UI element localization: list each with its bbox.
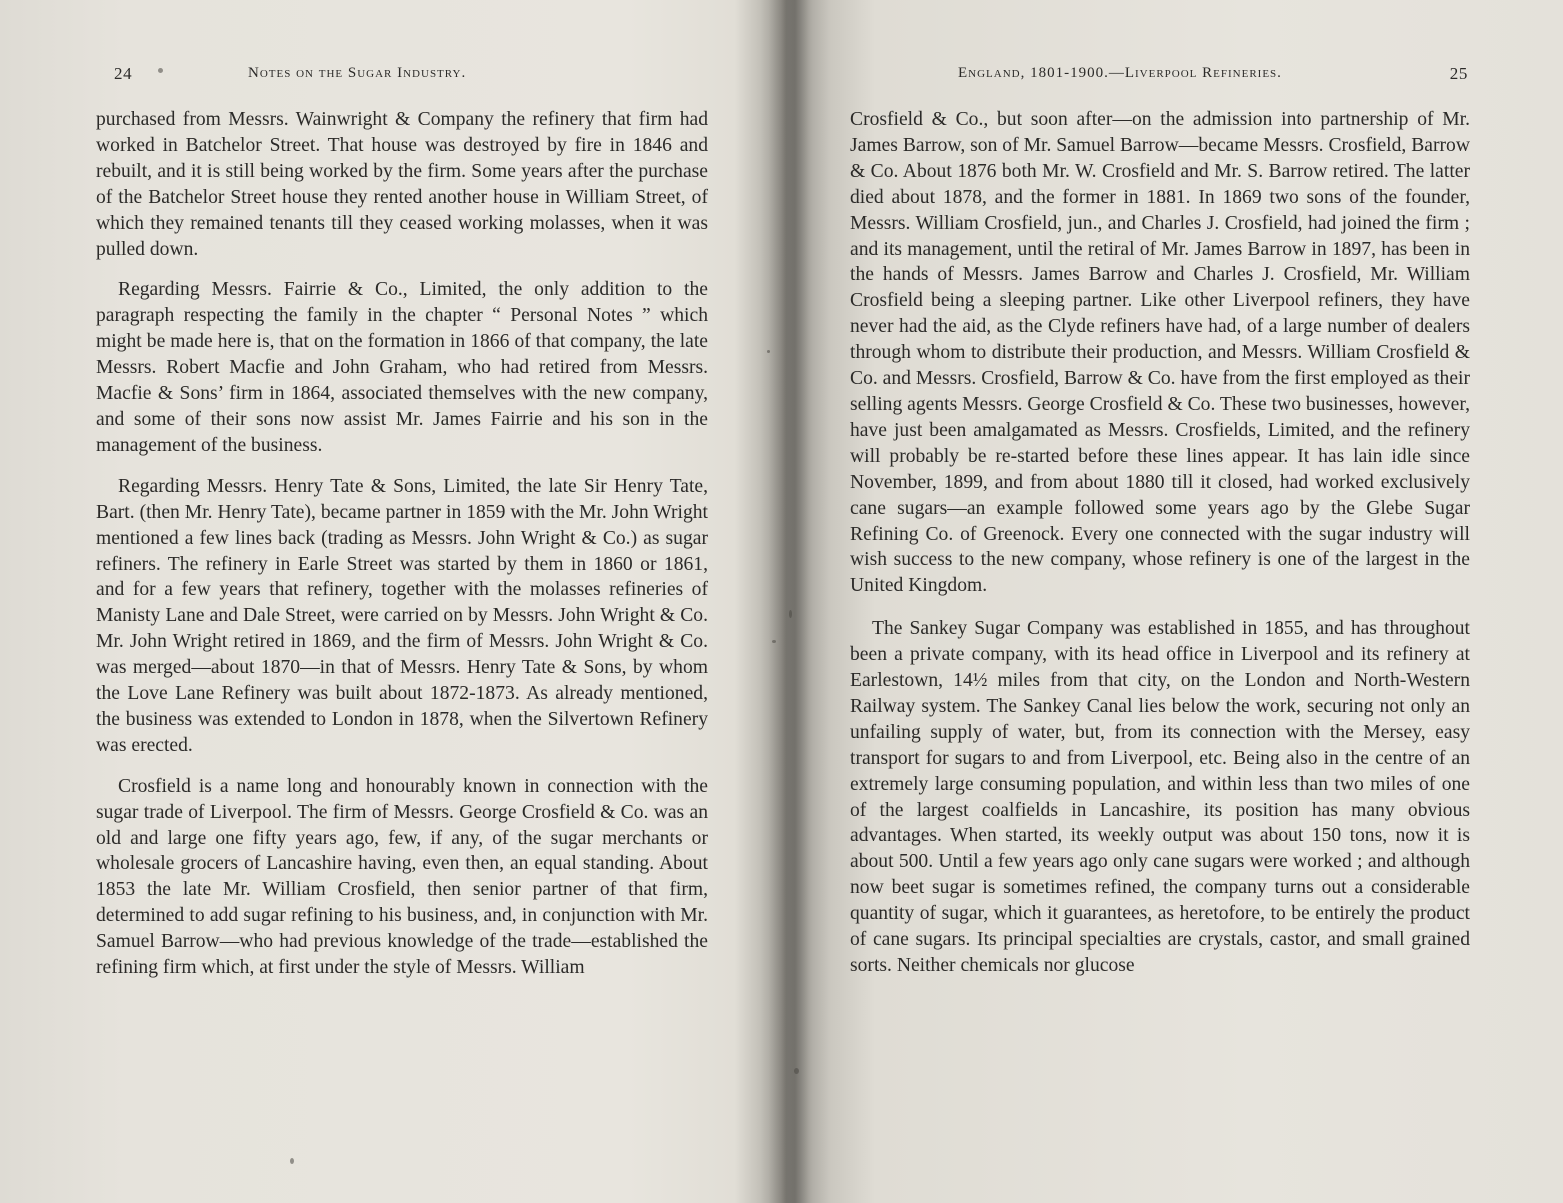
ink-speck (772, 640, 776, 643)
left-page (96, 0, 708, 1203)
ink-speck (290, 1158, 294, 1164)
left-page-number: 24 (114, 64, 133, 83)
right-page (850, 0, 1470, 1203)
right-paragraph-2: The Sankey Sugar Company was established in 1855, and has throughout been a private company, with its head office in Liverpool and its refinery at Earlestown, 14½ miles from that city, on the London and North-Western Railway system. The Sankey Canal lies below the work, securing not only an unfailing supply of water, but, from its connection with the Mersey, easy transport for sugars to and from Liverpool, etc. Being also in the centre of an extremely large consuming population, and within less than two miles of one of the largest coalfields in Lancashire, its position has many obvious advantages. When started, its weekly output was about 150 tons, now it is about 500. Until a few years ago only cane sugars were worked ; and although now beet sugar is sometimes refined, the company turns out a considerable quantity of sugar, which it guarantees, as heretofore, to be entirely the product of cane sugars. Its principal specialties are crystals, castor, and small grained sorts. Neither chemicals nor glucose (850, 618, 1470, 976)
right-running-title: England, 1801-1900.—Liverpool Refineries. (958, 65, 1282, 81)
book-gutter-shadow (760, 0, 830, 1203)
left-running-head (96, 64, 708, 92)
left-running-title: Notes on the Sugar Industry. (248, 65, 467, 81)
ink-speck (767, 350, 770, 353)
left-paragraph-3: Regarding Messrs. Henry Tate & Sons, Limited, the late Sir Henry Tate, Bart. (then Mr. Henry Tate), became partner in 1859 with the Mr. John Wright mentioned a few lines back (trading as Messrs. John Wright & Co.) as sugar refiners. The refinery in Earle Street was started by them in 1860 or 1861, and for a few years that refinery, together with the molasses refineries of Manisty Lane and Dale Street, were carried on by Messrs. John Wright & Co. Mr. John Wright retired in 1869, and the firm of Messrs. John Wright & Co. was merged—about 1870—in that of Messrs. Henry Tate & Sons, by whom the Love Lane Refinery was built about 1872-1873. As already mentioned, the business was extended to London in 1878, when the Silvertown Refinery was erected. (96, 475, 708, 756)
ink-speck (789, 610, 792, 618)
right-paragraph-1: Crosfield & Co., but soon after—on the admission into partnership of Mr. James Barrow, son of Mr. Samuel Barrow—became Messrs. Crosfield, Barrow & Co. About 1876 both Mr. W. Crosfield and Mr. S. Barrow retired. The latter died about 1878, and the former in 1881. In 1869 two sons of the founder, Messrs. William Crosfield, jun., and Charles J. Crosfield, had joined the firm ; and its management, until the retiral of Mr. James Barrow in 1897, has been in the hands of Messrs. James Barrow and Charles J. Crosfield, Mr. William Crosfield being a sleeping partner. Like other Liverpool refiners, they have never had the aid, as the Clyde refiners have had, of a large number of dealers through whom to distribute their production, and Messrs. William Crosfield & Co. and Messrs. Crosfield, Barrow & Co. have from the first employed as their selling agents Messrs. George Crosfield & Co. These two businesses, however, have just been amalgamated as Messrs. Crosfields, Limited, and the refinery will probably be re-started before these lines appear. It has lain idle since November, 1899, and from about 1880 till it closed, had worked exclusively cane sugars—an example followed some years ago by the Glebe Sugar Refining Co. of Greenock. Every one connected with the sugar industry will wish success to the new company, whose refinery is one of the largest in the United Kingdom. (850, 109, 1470, 597)
right-running-head (850, 64, 1470, 92)
right-page-number: 25 (1449, 64, 1468, 83)
ink-speck (794, 1068, 799, 1074)
left-paragraph-2: Regarding Messrs. Fairrie & Co., Limited, the only addition to the paragraph respecting the family in the chapter “ Personal Notes ” which might be made here is, that on the formation in 1866 of that company, the late Messrs. Robert Macfie and John Graham, who had retired from Messrs. Macfie & Sons’ firm in 1864, associated themselves with the new company, and some of their sons now assist Mr. James Fairrie and his son in the management of the business. (96, 279, 708, 456)
left-page-body (96, 107, 708, 996)
right-page-body (850, 107, 1470, 994)
left-paragraph-1: purchased from Messrs. Wainwright & Company the refinery that firm had worked in Batchelor Street. That house was destroyed by fire in 1846 and rebuilt, and it is still being worked by the firm. Some years after the purchase of the Batchelor Street house they rented another house in William Street, of which they remained tenants till they ceased working molasses, when it was pulled down. (96, 109, 708, 260)
ink-speck (158, 68, 163, 73)
left-paragraph-4: Crosfield is a name long and honourably known in connection with the sugar trade of Liverpool. The firm of Messrs. George Crosfield & Co. was an old and large one fifty years ago, few, if any, of the sugar merchants or wholesale grocers of Lancashire having, even then, an equal standing. About 1853 the late Mr. William Crosfield, then senior partner of that firm, determined to add sugar refining to his business, and, in conjunction with Mr. Samuel Barrow—who had previous knowledge of the trade—established the refining firm which, at first under the style of Messrs. William (96, 775, 708, 979)
